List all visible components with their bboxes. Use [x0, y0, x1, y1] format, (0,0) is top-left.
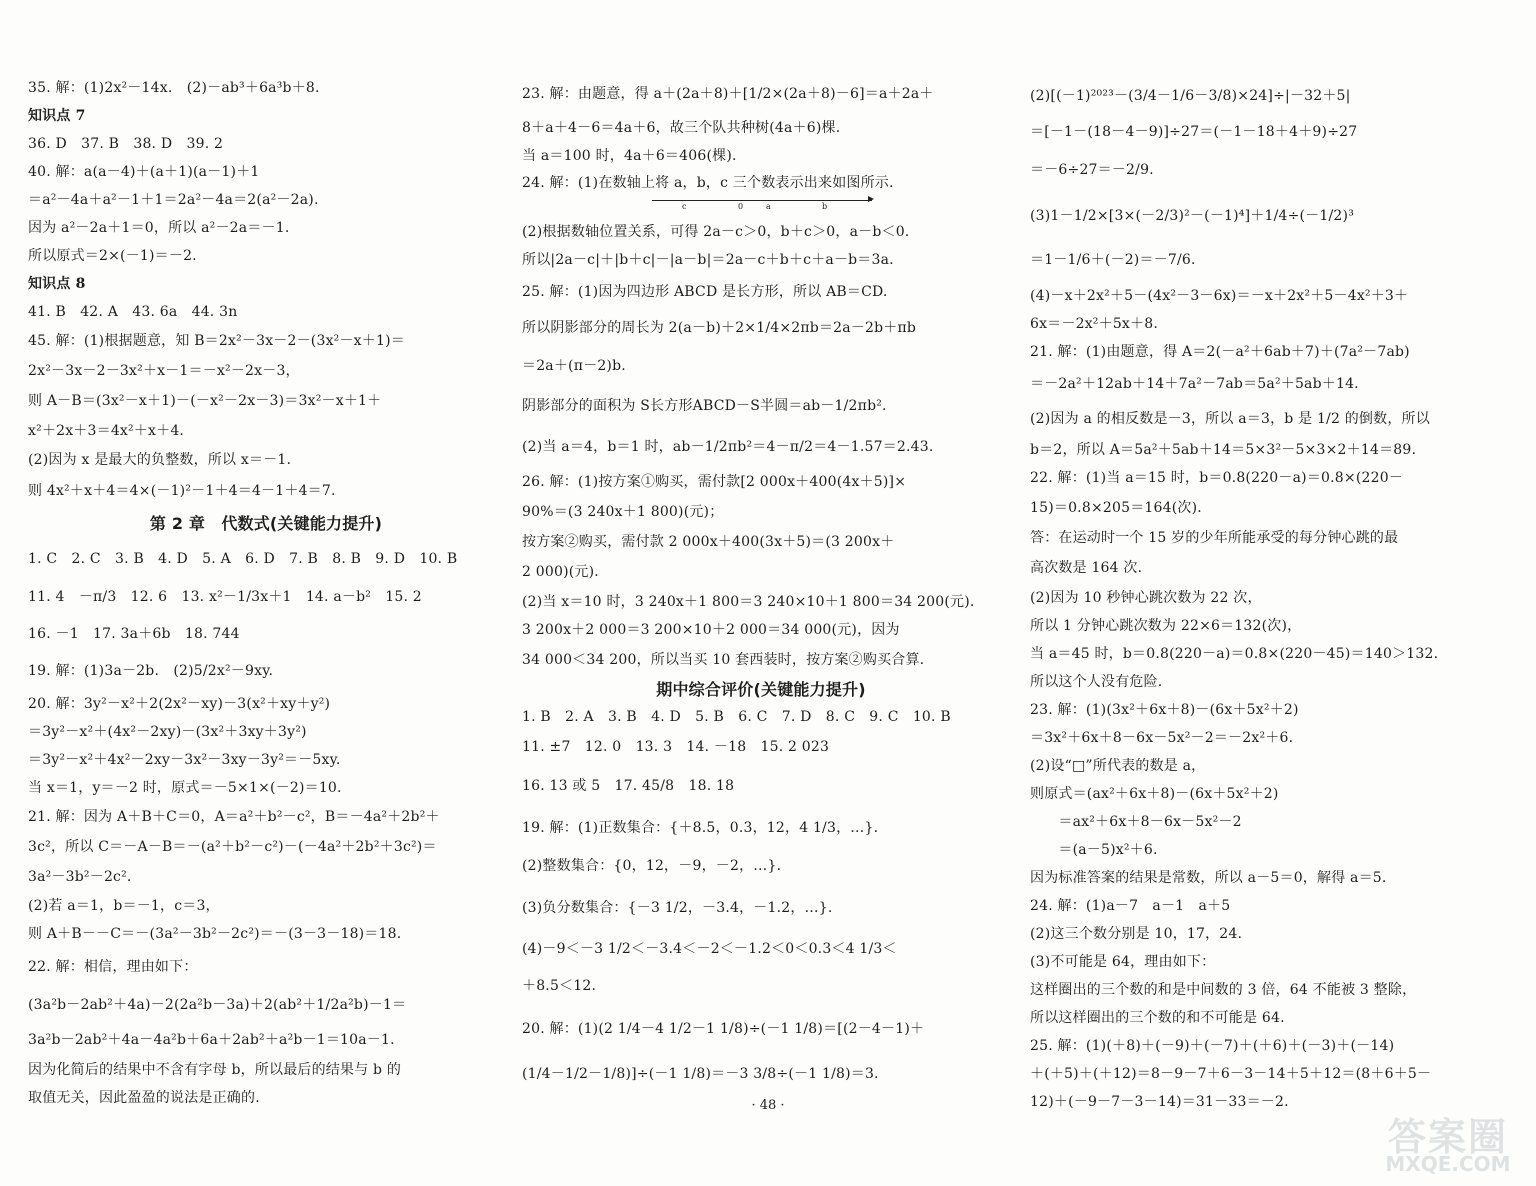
answer-line: (1/4－1/2－1/8)]÷(－1 1/8)＝－3 3/8÷(－1 1/8)＝3.	[522, 1066, 879, 1082]
answer-line: (2)整数集合：{0，12，－9，－2，…}.	[522, 858, 782, 874]
answer-line: 40. 解：a(a－4)＋(a＋1)(a－1)＋1	[28, 164, 260, 180]
answer-line: ＝(a－5)x²＋6.	[1030, 842, 1158, 858]
answer-line: 26. 解：(1)按方案①购买，需付款[2 000x＋400(4x＋5)]×	[522, 474, 907, 490]
answer-line: (2)若 a＝1，b＝－1，c＝3，	[28, 898, 220, 914]
answer-line: 所以原式＝2×(－1)＝－2.	[28, 248, 197, 264]
answer-line: 因为 a²－2a＋1＝0，所以 a²－2a＝－1.	[28, 220, 290, 236]
answer-line: (4)－x＋2x²＋5－(4x²－3－6x)＝－x＋2x²＋5－4x²＋3＋	[1030, 288, 1409, 304]
answer-line: ＝[－1－(18－4－9)]÷27＝(－1－18＋4＋9)÷27	[1030, 124, 1358, 140]
answer-line: 21. 解：(1)由题意，得 A＝2(－a²＋6ab＋7)＋(7a²－7ab)	[1030, 344, 1410, 360]
answer-line: ＋8.5＜12.	[522, 978, 597, 994]
watermark-url: MXQE.COM	[1385, 1152, 1511, 1176]
answer-column-left	[28, 74, 504, 1112]
number-line-axis	[652, 200, 872, 201]
answer-line: 34 000＜34 200，所以当买 10 套西装时，按方案②购买合算.	[522, 652, 925, 668]
answer-line: (2)根据数轴位置关系，可得 2a－c＞0，b＋c＞0，a－b＜0.	[522, 224, 910, 240]
answer-line: 则原式＝(ax²＋6x＋8)－(6x＋5x²＋2)	[1030, 786, 1279, 802]
answer-line: 11. 4 －π/3 12. 6 13. x²－1/3x＋1 14. a－b² 15. 2	[28, 589, 422, 605]
answer-line: 23. 解：由题意，得 a＋(2a＋8)＋[1/2×(2a＋8)－6]＝a＋2a＋	[522, 86, 934, 102]
answer-line: 当 x＝1，y＝－2 时，原式＝－5×1×(－2)＝10.	[28, 780, 342, 796]
answer-line: (2)因为 x 是最大的负整数，所以 x＝－1.	[28, 452, 292, 468]
answer-line: 3a²－3b²－2c².	[28, 869, 132, 885]
watermark-logo	[1364, 1106, 1532, 1182]
answer-line: 当 a＝45 时，b＝0.8(220－a)＝0.8×(220－45)＝140＞132.	[1030, 646, 1439, 662]
answer-line: 24. 解：(1)在数轴上将 a，b，c 三个数表示出来如图所示.	[522, 175, 894, 191]
answer-line: 16. 13 或 5 17. 45/8 18. 18	[522, 778, 735, 794]
number-line-tick-label: a	[766, 202, 771, 211]
answer-column-right	[1030, 74, 1506, 1116]
answer-line: ＝a²－4a＋a²－1＋1＝2a²－4a＝2(a²－2a).	[28, 192, 319, 208]
answer-line: 3c²，所以 C＝－A－B＝－(a²＋b²－c²)－(－4a²＋2b²＋3c²)＝	[28, 839, 437, 855]
answer-line: (2)当 a＝4，b＝1 时，ab－1/2πb²＝4－π/2＝4－1.57＝2.43.	[522, 439, 934, 455]
answer-line: 所以这个人没有危险.	[1030, 674, 1163, 690]
answer-line: 25. 解：(1)因为四边形 ABCD 是长方形，所以 AB＝CD.	[522, 284, 888, 300]
number-line-arrow-icon	[868, 196, 874, 202]
answer-line: (2)设“□”所代表的数是 a，	[1030, 758, 1206, 774]
answer-line: 90%＝(3 240x＋1 800)(元)；	[522, 504, 724, 520]
answer-line: 12)＋(－9－7－3－14)＝31－33＝－2.	[1030, 1094, 1289, 1110]
answer-line: 知识点 8	[28, 276, 86, 292]
page-number: · 48 ·	[751, 1098, 785, 1113]
answer-line: 因为化简后的结果中不含有字母 b，所以最后的结果与 b 的	[28, 1062, 402, 1078]
answer-line: ＝3y²－x²＋4x²－2xy－3x²－3xy－3y²＝－5xy.	[28, 752, 341, 768]
number-line-tick-label: c	[682, 202, 687, 211]
answer-line: ＝3x²＋6x＋8－6x－5x²－2＝－2x²＋6.	[1030, 730, 1294, 746]
answer-line: 22. 解：相信，理由如下：	[28, 959, 198, 975]
answer-line: 知识点 7	[28, 108, 86, 124]
answer-line: (3a²b－2ab²＋4a)－2(2a²b－3a)＋2(ab²＋1/2a²b)－1＝	[28, 997, 407, 1013]
answer-line: 所以 1 分钟心跳次数为 22×6＝132(次)，	[1030, 618, 1302, 634]
answer-line: 所以|2a－c|＋|b＋c|－|a－b|＝2a－c＋b＋c＋a－b＝3a.	[522, 252, 894, 268]
answer-line: 取值无关，因此盈盈的说法是正确的.	[28, 1090, 260, 1106]
answer-line: 因为标准答案的结果是常数，所以 a－5＝0，解得 a＝5.	[1030, 870, 1387, 886]
answer-line: (3)不可能是 64，理由如下：	[1030, 954, 1216, 970]
answer-line: 阴影部分的面积为 S长方形ABCD－S半圆＝ab－1/2πb².	[522, 398, 887, 414]
answer-line: 15)＝0.8×205＝164(次).	[1030, 500, 1202, 516]
answer-line: (2)因为 a 的相反数是－3，所以 a＝3，b 是 1/2 的倒数，所以	[1030, 411, 1430, 427]
answer-line: (4)－9＜－3 1/2＜－3.4＜－2＜－1.2＜0＜0.3＜4 1/3＜	[522, 941, 897, 957]
number-line-tick-label: 0	[738, 202, 744, 211]
answer-line: 2x²－3x－2－3x²＋x－1＝－x²－2x－3，	[28, 363, 300, 379]
answer-line: (3)1－1/2×[3×(－2/3)²－(－1)⁴]＋1/4÷(－1/2)³	[1030, 208, 1355, 224]
answer-line: 24. 解：(1)a－7 a－1 a＋5	[1030, 898, 1231, 914]
answer-line: 1. C 2. C 3. B 4. D 5. A 6. D 7. B 8. B 9. D 10. B	[28, 551, 458, 567]
answer-line: 25. 解：(1)(＋8)＋(－9)＋(－7)＋(＋6)＋(－3)＋(－14)	[1030, 1038, 1395, 1054]
answer-line: 2 000)(元).	[522, 564, 599, 580]
answer-column-middle	[522, 74, 1000, 1096]
answer-line: (2)因为 10 秒钟心跳次数为 22 次，	[1030, 590, 1262, 606]
watermark-text: 答案圈	[1387, 1115, 1508, 1159]
answer-line: ＝ax²＋6x＋8－6x－5x²－2	[1030, 814, 1242, 830]
answer-line: 11. ±7 12. 0 13. 3 14. －18 15. 2 023	[522, 739, 830, 755]
answer-line: 8＋a＋4－6＝4a＋6，故三个队共种树(4a＋6)棵.	[522, 120, 841, 136]
answer-line: (2)[(－1)²⁰²³－(3/4－1/6－3/8)×24]÷|－32＋5|	[1030, 88, 1351, 104]
answer-line: 3a²b－2ab²＋4a－4a²b＋6a＋2ab²＋a²b－1＝10a－1.	[28, 1032, 395, 1048]
answer-line: ＝－2a²＋12ab＋14＋7a²－7ab＝5a²＋5ab＋14.	[1030, 376, 1359, 392]
answer-line: 23. 解：(1)(3x²＋6x＋8)－(6x＋5x²＋2)	[1030, 702, 1299, 718]
section-heading: 第 2 章 代数式(关键能力提升)	[149, 514, 383, 533]
answer-line: 16. －1 17. 3a＋6b 18. 744	[28, 626, 240, 642]
answer-line: (2)当 x＝10 时，3 240x＋1 800＝3 240×10＋1 800＝34 200(元).	[522, 594, 975, 610]
answer-line: (2)这三个数分别是 10，17，24.	[1030, 926, 1243, 942]
answer-line: 所以这样圈出的三个数的和不可能是 64.	[1030, 1010, 1285, 1026]
answer-line: b＝2，所以 A＝5a²＋5ab＋14＝5×3²－5×3×2＋14＝89.	[1030, 442, 1417, 458]
answer-line: 则 4x²＋x＋4＝4×(－1)²－1＋4＝4－1＋4＝7.	[28, 483, 336, 499]
answer-line: 20. 解：(1)(2 1/4－4 1/2－1 1/8)÷(－1 1/8)＝[(2－4－1)＋	[522, 1021, 925, 1037]
answer-line: 则 A－B＝(3x²－x＋1)－(－x²－2x－3)＝3x²－x＋1＋	[28, 393, 382, 409]
answer-line: 22. 解：(1)当 a＝15 时，b＝0.8(220－a)＝0.8×(220－	[1030, 470, 1404, 486]
answer-line: 3 200x＋2 000＝3 200×10＋2 000＝34 000(元)，因为	[522, 622, 900, 638]
answer-line: 按方案②购买，需付款 2 000x＋400(3x＋5)＝(3 200x＋	[522, 534, 895, 550]
answer-line: ＝－6÷27＝－2/9.	[1030, 162, 1154, 178]
answer-line: 20. 解：3y²－x²＋2(2x²－xy)－3(x²＋xy＋y²)	[28, 696, 331, 712]
answer-line: 19. 解：(1)3a－2b. (2)5/2x²－9xy.	[28, 663, 274, 679]
answer-line: 所以阴影部分的周长为 2(a－b)＋2×1/4×2πb＝2a－2b＋πb	[522, 320, 917, 336]
answer-line: ＝2a＋(π－2)b.	[522, 358, 626, 374]
answer-line: 1. B 2. A 3. B 4. D 5. B 6. C 7. D 8. C 9. C 10. B	[522, 709, 951, 725]
number-line-figure	[522, 198, 1000, 212]
answer-line: 45. 解：(1)根据题意，知 B＝2x²－3x－2－(3x²－x＋1)＝	[28, 333, 405, 349]
answer-line: 则 A＋B－－C＝－(3a²－3b²－2c²)＝－(3－3－18)＝18.	[28, 926, 402, 942]
answer-line: (3)负分数集合：{－3 1/2，－3.4，－1.2，…}.	[522, 900, 833, 916]
answer-line: 19. 解：(1)正数集合：{＋8.5，0.3，12，4 1/3，…}.	[522, 820, 879, 836]
section-heading: 期中综合评价(关键能力提升)	[656, 680, 866, 699]
answer-line: 当 a＝100 时，4a＋6＝406(棵).	[522, 148, 737, 164]
answer-line: x²＋2x＋3＝4x²＋x＋4.	[28, 423, 185, 439]
answer-line: ＋(＋5)＋(＋12)＝8－9－7＋6－3－14＋5＋12＝(8＋6＋5－	[1030, 1066, 1432, 1082]
answer-line: ＝3y²－x²＋(4x²－2xy)－(3x²＋3xy＋3y²)	[28, 724, 307, 740]
answer-line: 这样圈出的三个数的和是中间数的 3 倍，64 不能被 3 整除，	[1030, 982, 1417, 998]
answer-line: 21. 解：因为 A＋B＋C＝0，A＝a²＋b²－c²，B＝－4a²＋2b²＋	[28, 809, 440, 825]
answer-line: 高次数是 164 次.	[1030, 560, 1143, 576]
answer-line: 答：在运动时一个 15 岁的少年所能承受的每分钟心跳的最	[1030, 530, 1399, 546]
answer-line: 36. D 37. B 38. D 39. 2	[28, 136, 224, 152]
answer-line: 35. 解：(1)2x²－14x. (2)－ab³＋6a³b＋8.	[28, 80, 320, 96]
number-line-tick-label: b	[822, 202, 828, 211]
answer-line: ＝1－1/6＋(－2)＝－7/6.	[1030, 252, 1196, 268]
answer-line: 6x＝－2x²＋5x＋8.	[1030, 316, 1158, 332]
answer-line: 41. B 42. A 43. 6a 44. 3n	[28, 304, 238, 320]
